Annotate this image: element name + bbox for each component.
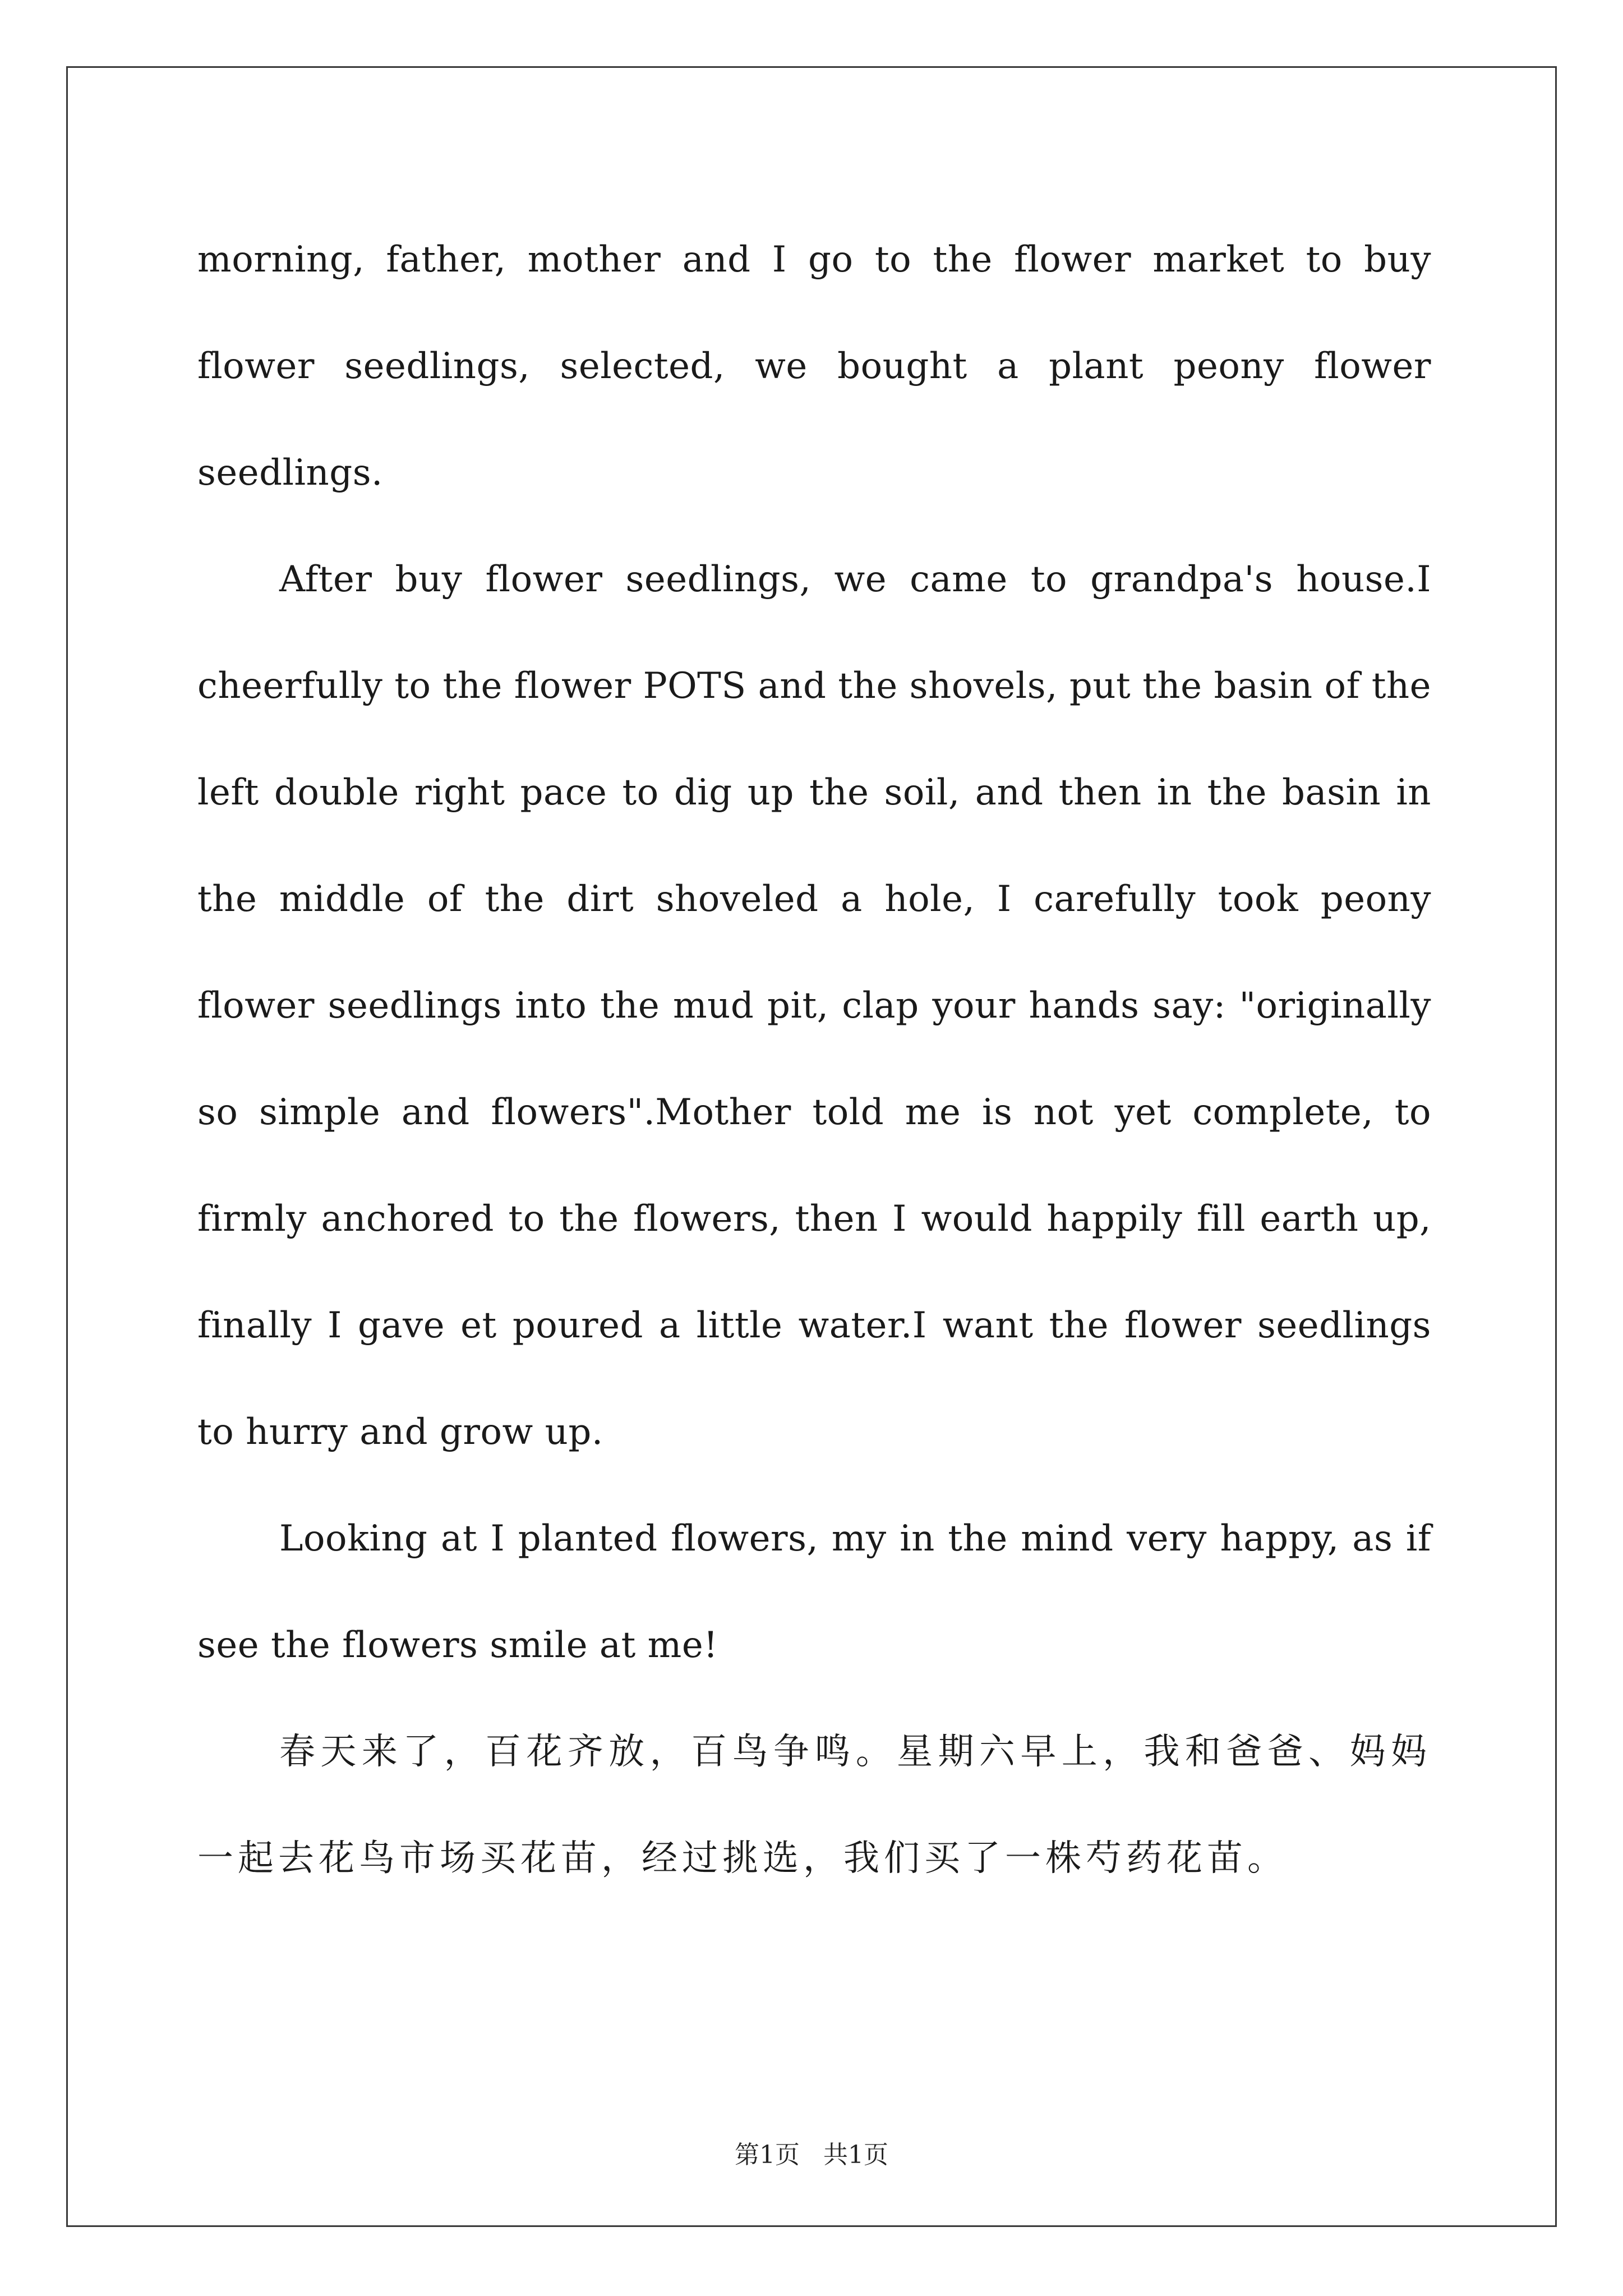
paragraph-1: morning, father, mother and I go to the flower market to buy flower seedlings, selected, we bought a plant peony flower seedlings.	[197, 239, 1431, 494]
page-number: 第1页	[735, 2141, 800, 2169]
paragraph-3: Looking at I planted flowers, my in the mind very happy, as if see the flowers smile at me!	[197, 1518, 1431, 1666]
document-body	[197, 206, 1431, 1912]
page-total: 共1页	[823, 2141, 888, 2169]
page-footer	[0, 2134, 1623, 2170]
paragraph-2: After buy flower seedlings, we came to grandpa's house.I cheerfully to the flower POTS and the shovels, put the basin of the left double right pace to dig up the soil, and then in the basin in the middle of the dirt shoveled a hole, I carefully took peony flower seedlings into the mud pit, clap your hands say: "originally so simple and flowers".Mother told me is not yet complete, to firmly anchored to the flowers, then I would happily fill earth up, finally I gave et poured a little water.I want the flower seedlings to hurry and grow up.	[197, 559, 1431, 1453]
paragraph-4: 春天来了，百花齐放，百鸟争鸣。星期六早上，我和爸爸、妈妈一起去花鸟市场买花苗，经过挑选，我们买了一株芍药花苗。	[197, 1731, 1431, 1879]
